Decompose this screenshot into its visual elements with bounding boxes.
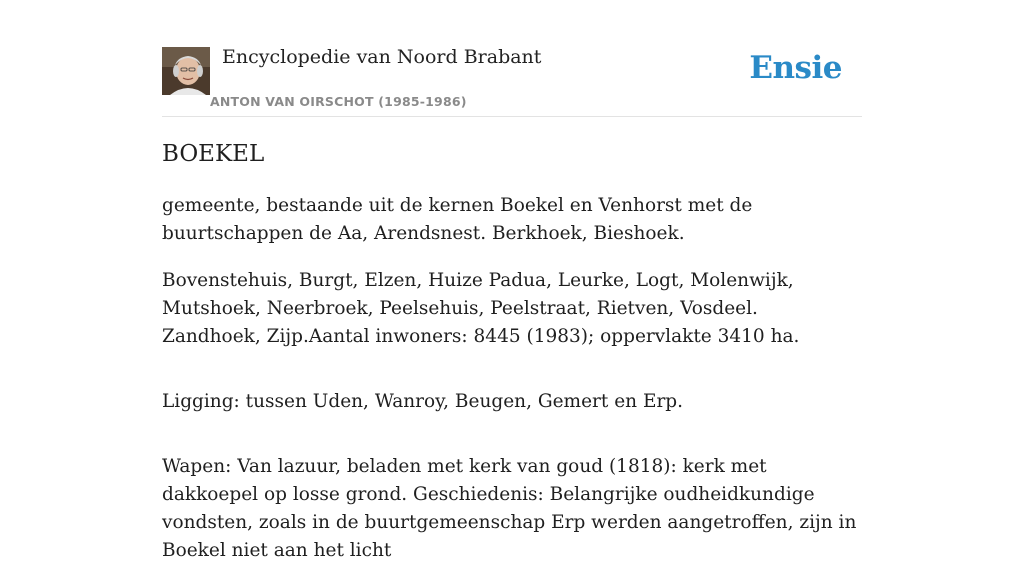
author-portrait-icon [162,47,210,95]
site-title[interactable]: Encyclopedie van Noord Brabant [222,46,542,68]
page-container [162,0,862,561]
author-name[interactable]: ANTON VAN OIRSCHOT (1985-1986) [210,94,467,109]
article-paragraph: gemeente, bestaande uit de kernen Boekel en Venhorst met de buurtschappen de Aa, Arendsnest. Berkhoek, Bieshoek. [162,195,753,244]
brand-logo[interactable]: Ensie [749,50,842,86]
article-title: BOEKEL [162,141,265,167]
article-body [162,192,862,584]
article-paragraph: Ligging: tussen Uden, Wanroy, Beugen, Gemert en Erp. [162,391,684,412]
author-avatar[interactable] [162,47,210,95]
site-header [162,0,862,117]
article-paragraph: Wapen: Van lazuur, beladen met kerk van goud (1818): kerk met dakkoepel op losse grond. Geschiedenis: Belangrijke oudheidkundige vondsten, zoals in de buurtgemeenschap Erp werden aangetroffen, zijn in Boekel niet aan het licht [162,456,857,561]
article-paragraph: Bovenstehuis, Burgt, Elzen, Huize Padua, Leurke, Logt, Molenwijk, Mutshoek, Neerbroek, Peelsehuis, Peelstraat, Rietven, Vosdeel. Zandhoek, Zijp.Aantal inwoners: 8445 (1983); oppervlakte 3410 ha. [162,270,800,347]
